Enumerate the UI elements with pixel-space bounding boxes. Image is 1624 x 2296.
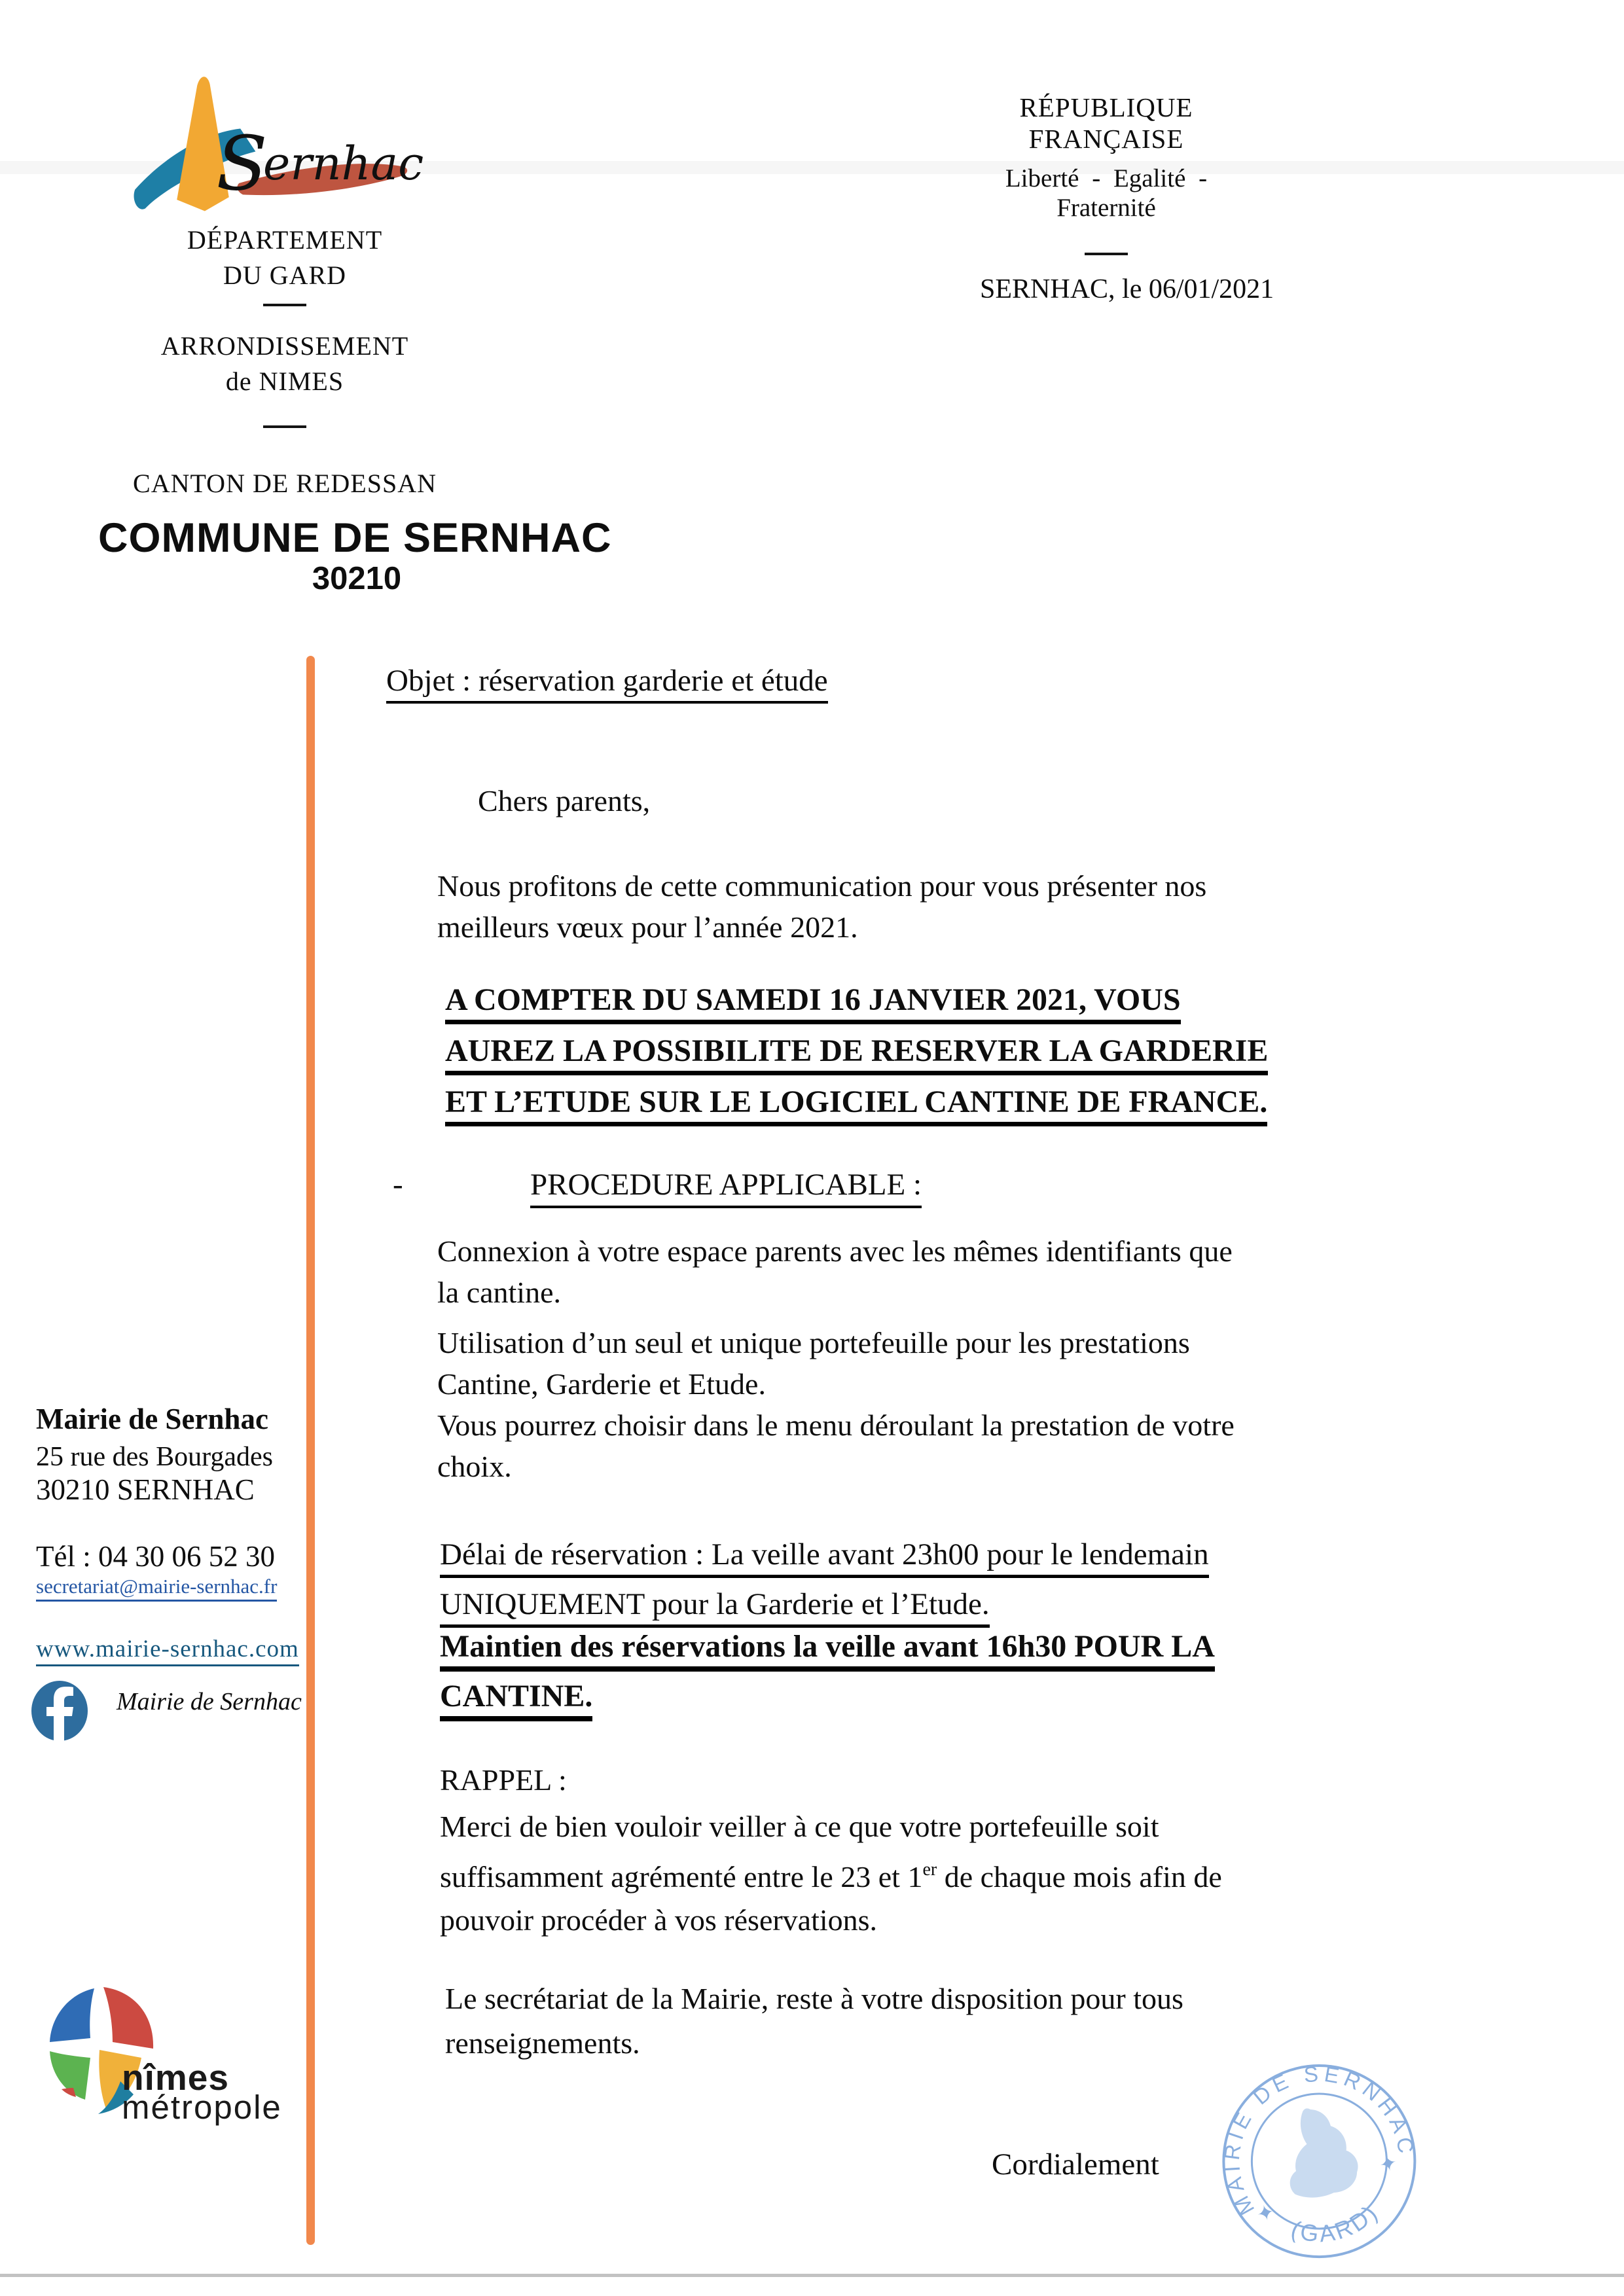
text-line: Vous pourrez choisir dans le menu déroulant la prestation de votre [437, 1408, 1235, 1442]
scan-edge-line [0, 2274, 1624, 2277]
commune-postal-code: 30210 [312, 561, 402, 596]
text-line: AUREZ LA POSSIBILITE DE RESERVER LA GARDERIE [445, 1033, 1268, 1075]
rappel-line2-post: de chaque mois afin de [937, 1860, 1222, 1893]
republic-motto: Liberté - Egalité - Fraternité [1005, 164, 1208, 222]
maintien-paragraph [440, 1628, 1215, 1728]
republic-header [952, 92, 1260, 264]
commune-title: COMMUNE DE SERNHAC [98, 515, 612, 561]
letter-date: SERNHAC, le 06/01/2021 [980, 274, 1274, 304]
mairie-phone: Tél : 04 30 06 52 30 [36, 1540, 275, 1573]
procedure-heading-row [393, 1167, 922, 1202]
stamp-star-right: ✦ [1377, 2149, 1400, 2178]
salutation: Chers parents, [478, 784, 651, 817]
stamp-top-text: MAIRIE DE SERNHAC [1219, 2061, 1419, 2220]
text-line: UNIQUEMENT pour la Garderie et l’Etude. [440, 1587, 990, 1628]
text-line: renseignements. [445, 2026, 640, 2060]
procedure-dash: - [393, 1168, 403, 1202]
commune-header [101, 58, 468, 501]
signoff: Cordialement [992, 2147, 1159, 2181]
arrondissement-line1: ARRONDISSEMENT [160, 331, 409, 361]
republic-title: RÉPUBLIQUE FRANÇAISE [1019, 92, 1193, 154]
text-line: meilleurs vœux pour l’année 2021. [437, 910, 858, 944]
procedure-title: PROCEDURE APPLICABLE : [530, 1168, 922, 1208]
rappel-line2-pre: suffisamment agrémenté entre le 23 et 1 [440, 1860, 923, 1893]
rappel-title: RAPPEL : [440, 1763, 567, 1797]
letter-subject [386, 663, 828, 698]
text-line: A COMPTER DU SAMEDI 16 JANVIER 2021, VOUS [445, 982, 1181, 1024]
stamp-bottom-text: (GARD) [1288, 2198, 1384, 2248]
text-line: Le secrétariat de la Mairie, reste à votre disposition pour tous [445, 1982, 1183, 2015]
announcement-paragraph [445, 982, 1268, 1135]
text-line: CANTINE. [440, 1679, 592, 1721]
procedure-item-portefeuille [437, 1322, 1458, 1405]
text-line: Nous profitons de cette communication pour vous présenter nos [437, 869, 1207, 903]
facebook-icon[interactable] [30, 1679, 90, 1742]
rappel-line1: Merci de bien vouloir veiller à ce que votre portefeuille soit [440, 1810, 1159, 1843]
department-line2: DU GARD [223, 260, 347, 290]
sernhac-logo-icon [121, 58, 448, 223]
text-line: Maintien des réservations la veille avant 16h30 POUR LA [440, 1629, 1215, 1672]
procedure-item-menu [437, 1405, 1485, 1487]
divider [1085, 253, 1128, 255]
text-line: Délai de réservation : La veille avant 23h00 pour le lendemain [440, 1537, 1209, 1578]
canton-line: CANTON DE REDESSAN [133, 469, 437, 498]
mairie-address-line2: 30210 SERNHAC [36, 1473, 255, 1506]
mairie-website-link[interactable]: www.mairie-sernhac.com [36, 1635, 299, 1666]
svg-text:ernhac: ernhac [263, 137, 424, 191]
mairie-stamp [1193, 2028, 1446, 2296]
text-line: Utilisation d’un seul et unique portefeuille pour les prestations [437, 1326, 1190, 1359]
text-line: choix. [437, 1450, 512, 1483]
metropole-logo-text: métropole [122, 2089, 282, 2126]
rappel-paragraph [440, 1805, 1441, 1942]
rappel-superscript: er [922, 1859, 937, 1880]
stamp-star-left: ✦ [1254, 2199, 1277, 2227]
nimes-logo-text: nîmes [122, 2057, 229, 2098]
sernhac-logo-text: S [216, 120, 268, 207]
mairie-email-link[interactable]: secretariat@mairie-sernhac.fr [36, 1575, 277, 1602]
department-line1: DÉPARTEMENT [187, 225, 383, 255]
divider [263, 304, 306, 306]
mairie-address-line1: 25 rue des Bourgades [36, 1442, 273, 1472]
text-line: Cantine, Garderie et Etude. [437, 1367, 766, 1401]
intro-paragraph [437, 865, 1458, 948]
text-line: la cantine. [437, 1276, 562, 1309]
mairie-name: Mairie de Sernhac [36, 1403, 268, 1435]
text-line: ET L’ETUDE SUR LE LOGICIEL CANTINE DE FRANCE. [445, 1085, 1267, 1126]
procedure-item-connexion [437, 1230, 1458, 1313]
rappel-line3: pouvoir procéder à vos réservations. [440, 1903, 878, 1937]
arrondissement-line2: de NIMES [225, 367, 344, 396]
divider [263, 425, 306, 428]
letter-subject-text: Objet : réservation garderie et étude [386, 664, 828, 704]
text-line: Connexion à votre espace parents avec les mêmes identifiants que [437, 1234, 1233, 1268]
orange-vertical-rule [306, 656, 315, 2245]
facebook-page-label: Mairie de Sernhac [117, 1688, 302, 1715]
deadline-paragraph [440, 1537, 1209, 1636]
